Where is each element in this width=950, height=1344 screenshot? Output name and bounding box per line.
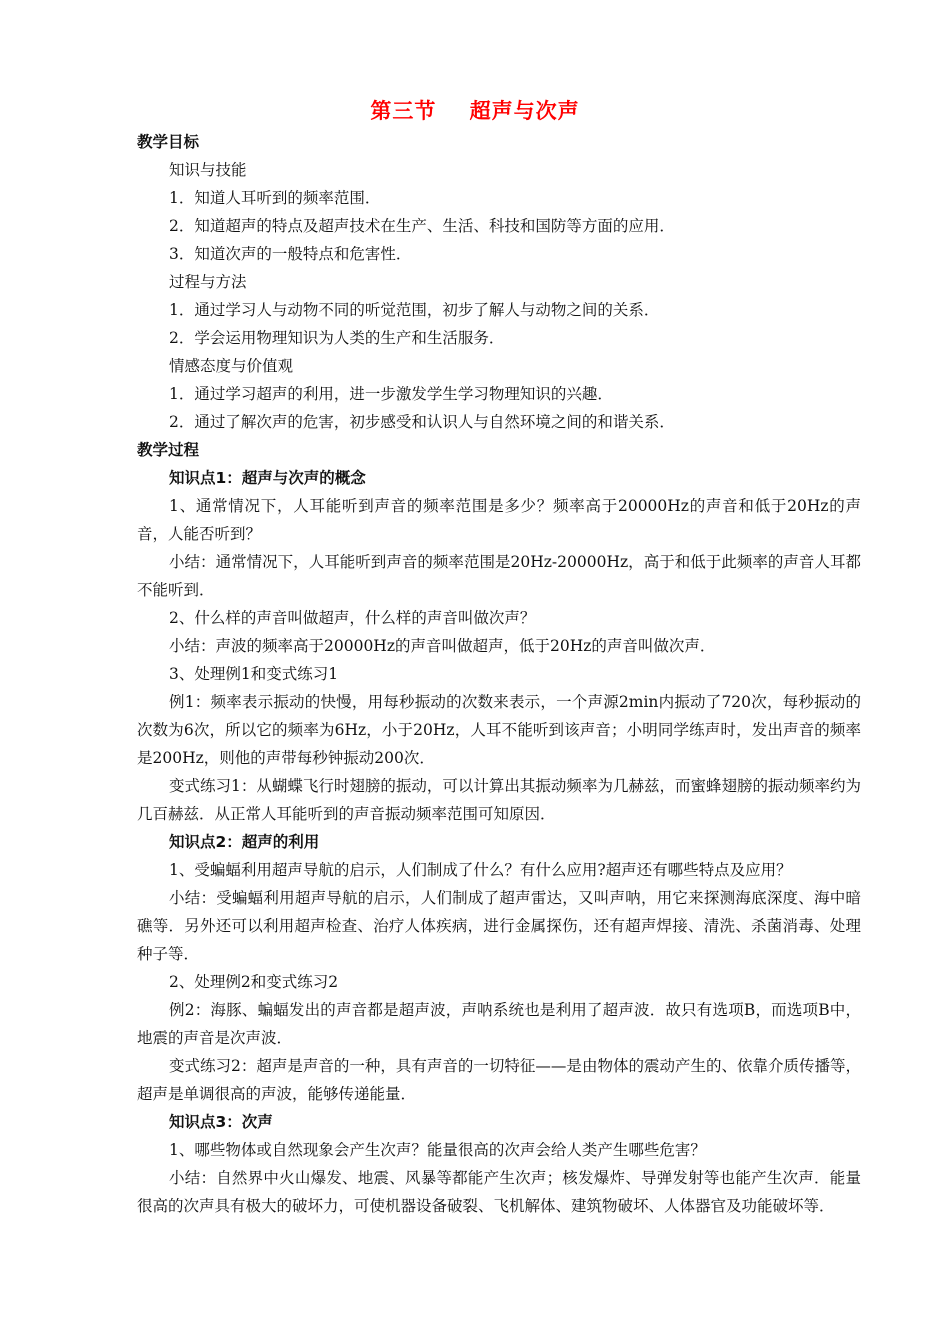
paragraph: 1、哪些物体或自然现象会产生次声？能量很高的次声会给人类产生哪些危害？: [169, 1141, 706, 1159]
paragraph: 1、受蝙蝠利用超声导航的启示，人们制成了什么？有什么应用?超声还有哪些特点及应用？: [169, 861, 792, 879]
objective-item: 2．通过了解次声的危害，初步感受和认识人与自然环境之间的和谐关系．: [169, 413, 675, 431]
section-heading-objectives: 教学目标: [137, 133, 200, 151]
knowledge-point-heading-2: 知识点2：超声的利用: [169, 833, 320, 851]
subsection-label-knowledge: 知识与技能: [169, 161, 247, 179]
paragraph: 2、处理例2和变式练习2: [169, 973, 339, 991]
subsection-label-process: 过程与方法: [169, 273, 247, 291]
page-title: 第三节 超声与次声: [370, 99, 580, 123]
paragraph: 小结：自然界中火山爆发、地震、风暴等都能产生次声；核发爆炸、导弹发射等也能产生次声．能量很高的次声具有极大的破坏力，可使机器设备破裂、飞机解体、建筑物破坏、人体器官及功能破坏等．: [137, 1169, 861, 1215]
paragraph: 小结：受蝙蝠利用超声导航的启示，人们制成了超声雷达，又叫声呐，用它来探测海底深度、海中暗礁等．另外还可以利用超声检查、治疗人体疾病，进行金属探伤，还有超声焊接、清洗、杀菌消毒、处理种子等．: [137, 889, 861, 963]
paragraph: 小结：通常情况下，人耳能听到声音的频率范围是20Hz-20000Hz，高于和低于此频率的声音人耳都不能听到．: [137, 553, 861, 599]
paragraph: 3、处理例1和变式练习1: [169, 665, 339, 683]
objective-item: 1．通过学习人与动物不同的听觉范围，初步了解人与动物之间的关系．: [169, 301, 660, 319]
objective-item: 3．知道次声的一般特点和危害性．: [169, 245, 412, 263]
paragraph: 1、通常情况下，人耳能听到声音的频率范围是多少？频率高于20000Hz的声音和低于20Hz的声音，人能否听到？: [137, 497, 861, 543]
subsection-label-emotion: 情感态度与价值观: [169, 357, 294, 375]
paragraph: 小结：声波的频率高于20000Hz的声音叫做超声，低于20Hz的声音叫做次声．: [169, 637, 716, 655]
objective-item: 2．学会运用物理知识为人类的生产和生活服务．: [169, 329, 505, 347]
section-heading-process: 教学过程: [137, 441, 200, 459]
knowledge-point-heading-3: 知识点3：次声: [169, 1113, 273, 1131]
objective-item: 1．知道人耳听到的频率范围．: [169, 189, 381, 207]
paragraph: 例1：频率表示振动的快慢，用每秒振动的次数来表示，一个声源2min内振动了720次，每秒振动的次数为6次，所以它的频率为6Hz，小于20Hz，人耳不能听到该声音；小明同学练声时，发出声音的频率是200Hz，则他的声带每秒钟振动200次．: [137, 693, 861, 767]
knowledge-point-heading-1: 知识点1：超声与次声的概念: [169, 469, 366, 487]
paragraph: 2、什么样的声音叫做超声，什么样的声音叫做次声？: [169, 609, 536, 627]
paragraph: 变式练习2：超声是声音的一种，具有声音的一切特征——是由物体的震动产生的、依靠介质传播等，超声是单调很高的声波，能够传递能量．: [137, 1057, 861, 1103]
document-body: [137, 128, 861, 1220]
paragraph: 变式练习1：从蝴蝶飞行时翅膀的振动，可以计算出其振动频率为几赫兹，而蜜蜂翅膀的振动频率约为几百赫兹．从正常人耳能听到的声音振动频率范围可知原因．: [137, 777, 861, 823]
objective-item: 2．知道超声的特点及超声技术在生产、生活、科技和国防等方面的应用．: [169, 217, 675, 235]
paragraph: 例2：海豚、蝙蝠发出的声音都是超声波，声呐系统也是利用了超声波．故只有选项B，而选项B中，地震的声音是次声波．: [137, 1001, 861, 1047]
objective-item: 1．通过学习超声的利用，进一步激发学生学习物理知识的兴趣．: [169, 385, 613, 403]
